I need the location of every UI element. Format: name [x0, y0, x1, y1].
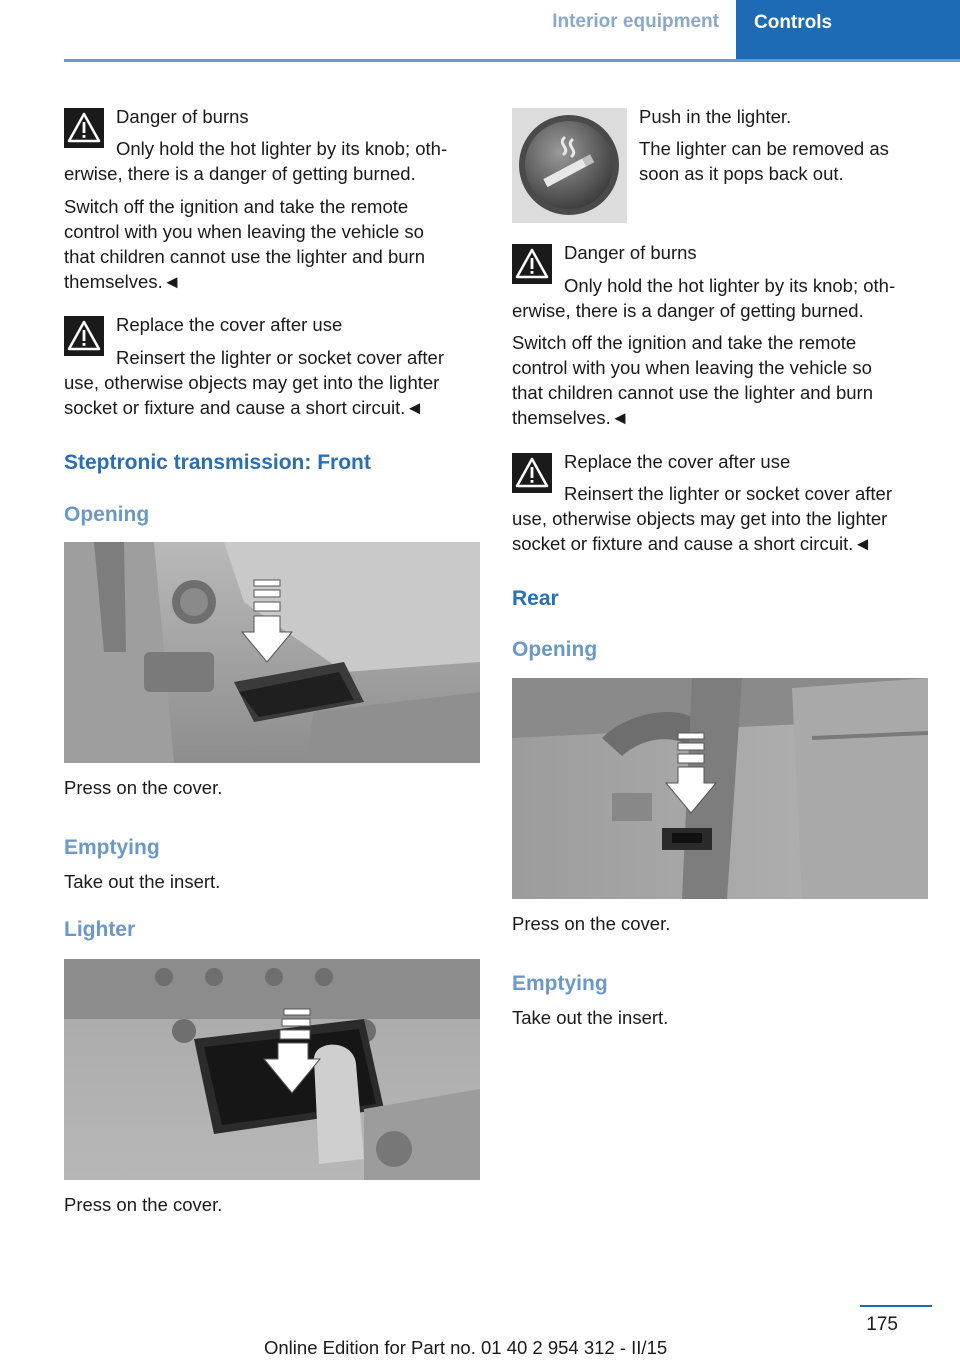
warning-text: use, otherwise objects may get into the lighter [64, 372, 440, 393]
paragraph-line: control with you when leaving the vehicle so [512, 357, 872, 378]
instruction-text: Take out the insert. [64, 871, 221, 892]
cigarette-lighter-icon [512, 108, 627, 223]
page-number: 175 [866, 1314, 898, 1335]
instruction-text: Take out the insert. [512, 1007, 669, 1028]
paragraph-line: control with you when leaving the vehicle so [64, 221, 424, 242]
instruction-text: soon as it pops back out. [639, 163, 844, 184]
warning-text: Reinsert the lighter or socket cover after [116, 347, 445, 368]
warning-text: erwise, there is a danger of getting burned. [64, 163, 416, 184]
warning-text: erwise, there is a danger of getting burned. [512, 300, 864, 321]
warning-text: socket or fixture and cause a short circuit.◄ [512, 533, 872, 554]
warning-text: Only hold the hot lighter by its knob; oth- [116, 138, 448, 159]
warning-title: Danger of burns [116, 106, 249, 127]
instruction-text: Press on the cover. [64, 1194, 223, 1215]
section-heading: Steptronic transmission: Front [64, 451, 371, 474]
warning-triangle-icon [512, 453, 552, 493]
figure-rear-opening [512, 678, 928, 899]
subheading-lighter: Lighter [64, 918, 136, 941]
figure-lighter [64, 959, 480, 1180]
warning-text: Only hold the hot lighter by its knob; oth- [564, 275, 896, 296]
warning-text: socket or fixture and cause a short circuit.◄ [64, 397, 424, 418]
paragraph-line: themselves.◄ [512, 407, 630, 428]
warning-triangle-icon [64, 108, 104, 148]
warning-triangle-icon [512, 244, 552, 284]
header-rule [64, 59, 960, 62]
section-heading: Rear [512, 587, 559, 610]
paragraph-line: themselves.◄ [64, 271, 182, 292]
warning-title: Danger of burns [564, 242, 697, 263]
header-section-title: Interior equipment [552, 11, 719, 32]
warning-text: Reinsert the lighter or socket cover after [564, 483, 893, 504]
paragraph-line: Switch off the ignition and take the remote [64, 196, 409, 217]
subheading-opening: Opening [512, 638, 598, 661]
warning-triangle-icon [64, 316, 104, 356]
warning-text: use, otherwise objects may get into the lighter [512, 508, 888, 529]
instruction-text: The lighter can be removed as [639, 138, 889, 159]
warning-title: Replace the cover after use [116, 314, 343, 335]
footer-rule [860, 1305, 932, 1307]
instruction-text: Push in the lighter. [639, 106, 792, 127]
page-header [0, 0, 960, 62]
paragraph-line: that children cannot use the lighter and burn [64, 246, 425, 267]
subheading-emptying: Emptying [64, 836, 160, 859]
subheading-emptying: Emptying [512, 972, 608, 995]
figure-front-opening [64, 542, 480, 763]
paragraph-line: Switch off the ignition and take the remote [512, 332, 857, 353]
instruction-text: Press on the cover. [512, 913, 671, 934]
warning-title: Replace the cover after use [564, 451, 791, 472]
instruction-text: Press on the cover. [64, 777, 223, 798]
edition-text: Online Edition for Part no. 01 40 2 954 312 - II/15 [264, 1337, 668, 1358]
paragraph-line: that children cannot use the lighter and burn [512, 382, 873, 403]
header-tab-controls: Controls [736, 0, 960, 62]
subheading-opening: Opening [64, 503, 150, 526]
